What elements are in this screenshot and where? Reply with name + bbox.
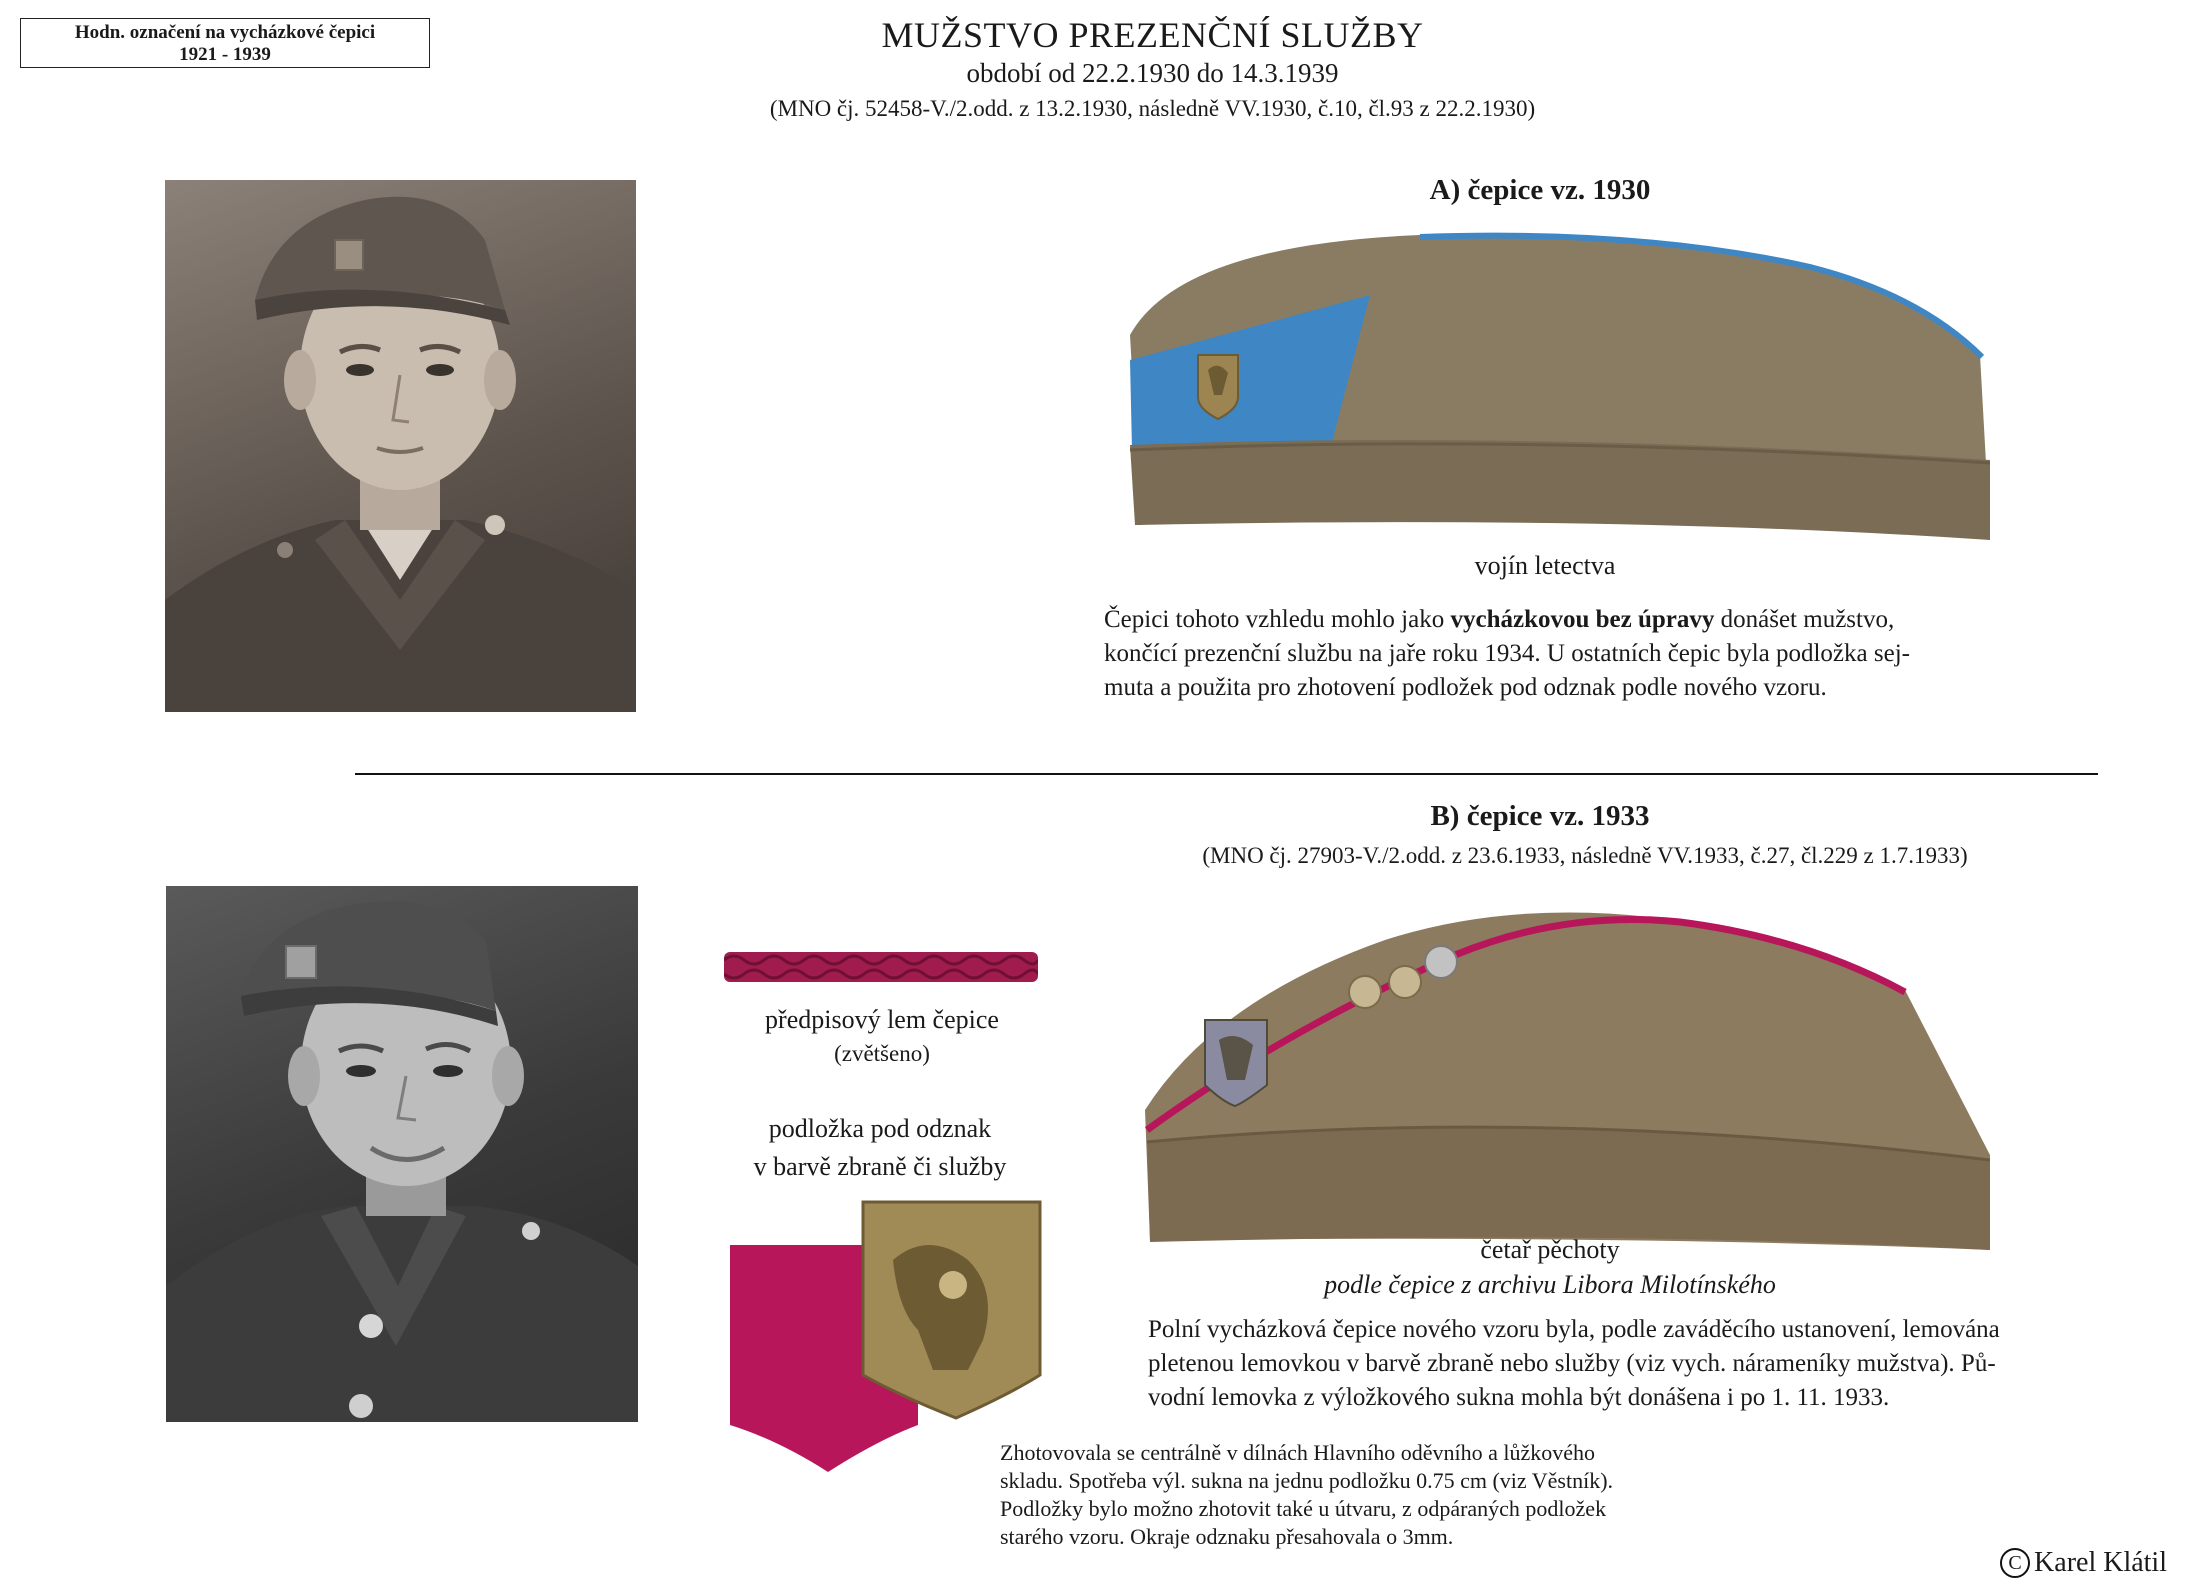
author-name: Karel Klátil <box>2034 1547 2167 1578</box>
pad-text-line3: Podložky bylo možno zhotovit také u útvaru, z odpáraných podložek <box>1000 1496 1607 1521</box>
section-b-text-line3: vodní lemovka z výložkového sukna mohla být donášena i po 1. 11. 1933. <box>1148 1384 1890 1411</box>
corner-label-line2: 1921 - 1939 <box>179 44 271 65</box>
section-a-text-line3: muta a použita pro zhotovení podložek pod odznak podle nového vzoru. <box>1104 674 1827 701</box>
soldier-portrait-illustration-2 <box>166 886 638 1422</box>
section-b-heading: B) čepice vz. 1933 <box>1430 800 1650 832</box>
section-b-reference: (MNO čj. 27903-V./2.odd. z 23.6.1933, následně VV.1933, č.27, čl.229 z 1.7.1933) <box>1202 843 1968 868</box>
portrait-photo-1933 <box>166 886 638 1422</box>
section-a-heading: A) čepice vz. 1930 <box>1429 174 1651 206</box>
section-a-cap-caption: vojín letectva <box>1474 551 1616 580</box>
section-a-text-line1 <box>1104 603 2064 637</box>
pad-text-line2: skladu. Spotřeba výl. sukna na jednu podložku 0.75 cm (viz Věstník). <box>1000 1468 1614 1493</box>
braid-sample-image <box>724 948 1038 986</box>
section-a-text-line2: končící prezenční službu na jaře roku 1934. U ostatních čepic byla podložka sej- <box>1104 640 1910 667</box>
soldier-portrait-illustration <box>165 180 636 712</box>
cap-1930-image <box>1120 205 1990 545</box>
pad-caption-line1: podložka pod odznak <box>768 1114 992 1143</box>
pad-text-line1: Zhotovovala se centrálně v dílnách Hlavního oděvního a lůžkového <box>1000 1440 1596 1465</box>
copyright-icon: C <box>2000 1548 2030 1578</box>
braid-caption: předpisový lem čepice <box>765 1005 999 1034</box>
braid-note: (zvětšeno) <box>834 1041 930 1066</box>
section-a-text-bold: vycházkovou bez úpravy <box>1450 606 1715 633</box>
braided-piping-illustration <box>724 948 1038 986</box>
pad-text-line4: starého vzoru. Okraje odznaku přesahovala o 3mm. <box>1000 1524 1454 1549</box>
pad-and-badge-image <box>728 1200 1048 1475</box>
section-a-description <box>1104 603 2064 705</box>
section-divider <box>355 773 2098 775</box>
page-title: MUŽSTVO PREZENČNÍ SLUŽBY <box>881 15 1424 55</box>
section-a-text-end: donášet mužstvo, <box>1714 606 1895 633</box>
copyright-notice <box>2000 1547 2167 1579</box>
section-b-description <box>1148 1313 2158 1415</box>
section-b-text-line1: Polní vycházková čepice nového vzoru byla, podle zaváděcího ustanovení, lemována <box>1148 1316 2000 1343</box>
pad-badge-illustration <box>728 1200 1048 1475</box>
corner-label-line1: Hodn. označení na vycházkové čepici <box>74 22 376 43</box>
pad-description <box>1000 1439 1720 1551</box>
garrison-cap-1933-illustration <box>1135 880 1990 1255</box>
section-a-text-start: Čepici tohoto vzhledu mohlo jako <box>1104 606 1451 633</box>
pad-caption-line2: v barvě zbraně či služby <box>753 1152 1007 1181</box>
section-b-cap-caption: četař pěchoty <box>1480 1235 1620 1264</box>
garrison-cap-1930-illustration <box>1120 205 1990 545</box>
cap-1933-image <box>1135 880 1990 1255</box>
reference-subtitle: (MNO čj. 52458-V./2.odd. z 13.2.1930, následně VV.1930, č.10, čl.93 z 22.2.1930) <box>769 96 1536 121</box>
portrait-photo-1930 <box>165 180 636 712</box>
section-b-cap-source: podle čepice z archivu Libora Milotínského <box>1324 1270 1776 1299</box>
section-b-text-line2: pletenou lemovkou v barvě zbraně nebo služby (viz vych. nárameníky mužstva). Pů- <box>1148 1350 1996 1377</box>
period-subtitle: období od 22.2.1930 do 14.3.1939 <box>966 58 1339 88</box>
